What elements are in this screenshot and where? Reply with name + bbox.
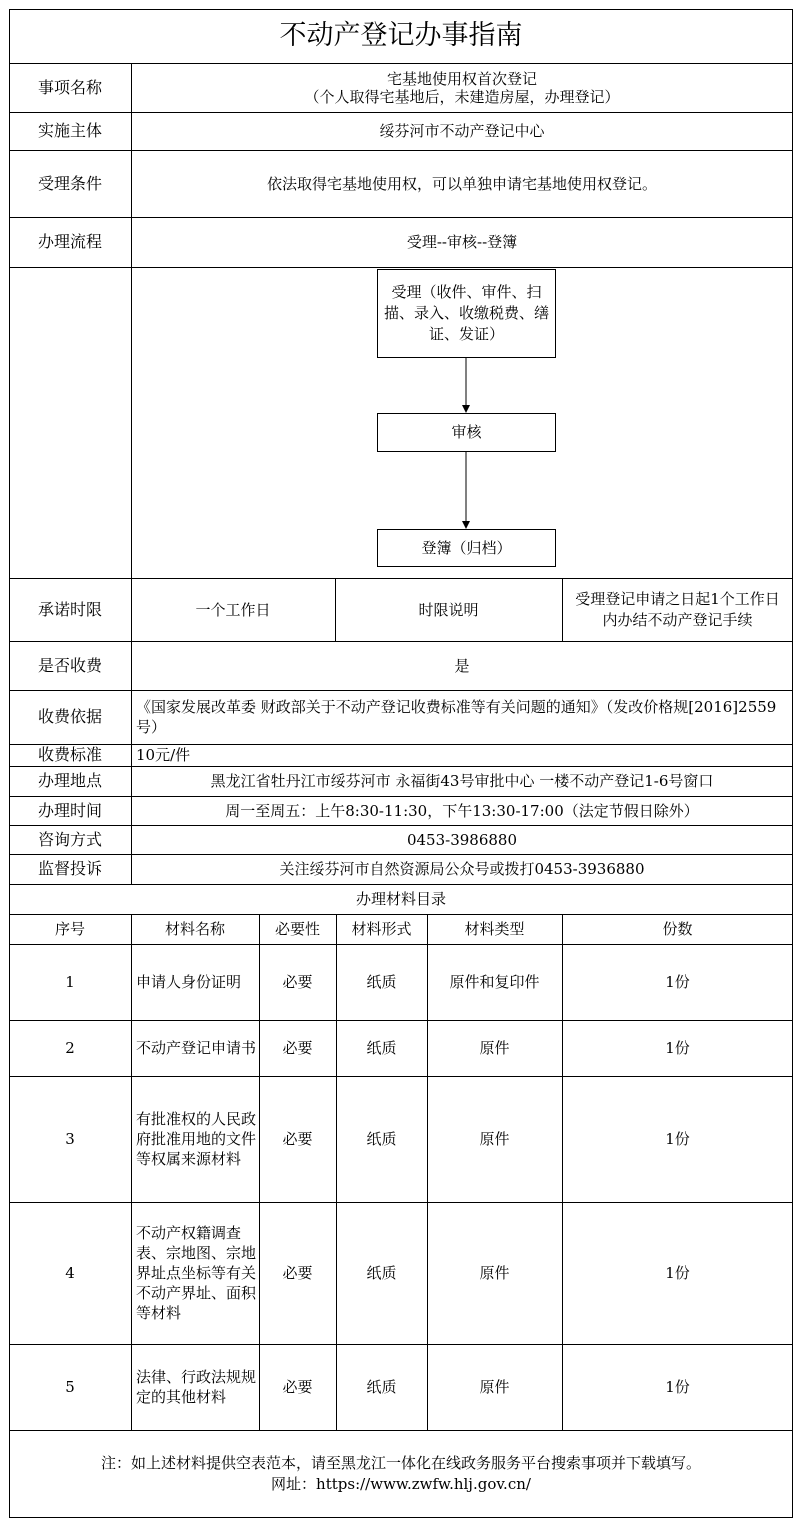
flow-arrow-2-head xyxy=(462,521,470,529)
col-header-form: 材料形式 xyxy=(351,920,412,938)
table-row-3-name: 有批准权的人民政府批准用地的文件等权属来源材料 xyxy=(136,1110,257,1168)
value-charge: 是 xyxy=(454,656,470,675)
value-fee-basis: 《国家发展改革委 财政部关于不动产登记收费标准等有关问题的通知》（发改价格规[2016]2559号） xyxy=(136,698,777,736)
value-hours: 周一至周五：上午8:30-11:30，下午13:30-17:00（法定节假日除外） xyxy=(225,801,699,820)
label-conditions: 受理条件 xyxy=(37,173,102,193)
flow-step-register: 登簿（归档） xyxy=(377,529,556,567)
table-row-1-type: 原件和复印件 xyxy=(449,973,540,991)
table-row-5-name: 法律、行政法规规定的其他材料 xyxy=(136,1368,257,1406)
col-header-required: 必要性 xyxy=(274,920,320,938)
col-header-type: 材料类型 xyxy=(464,920,525,938)
col-header-copies: 份数 xyxy=(662,920,693,938)
table-row-4-seq: 4 xyxy=(65,1264,75,1282)
item-name-line1: 宅基地使用权首次登记 xyxy=(386,69,537,88)
value-time-limit: 一个工作日 xyxy=(195,600,271,619)
label-implementer: 实施主体 xyxy=(37,121,102,140)
value-implementer: 绥芬河市不动产登记中心 xyxy=(379,122,545,140)
value-location: 黑龙江省牡丹江市绥芬河市 永福街43号审批中心 一楼不动产登记1-6号窗口 xyxy=(210,772,714,790)
table-row-2-seq: 2 xyxy=(65,1039,75,1057)
materials-title: 办理材料目录 xyxy=(355,890,446,908)
table-row-1-required: 必要 xyxy=(282,973,313,991)
label-complaint: 监督投诉 xyxy=(37,859,102,878)
value-consult: 0453-3986880 xyxy=(406,830,518,849)
table-row-1-copies: 1份 xyxy=(665,973,690,991)
label-hours: 办理时间 xyxy=(37,800,102,820)
table-row-2-form: 纸质 xyxy=(366,1039,397,1057)
value-fee-standard: 10元/件 xyxy=(136,746,191,764)
table-row-3-form: 纸质 xyxy=(366,1130,397,1148)
table-row-2-type: 原件 xyxy=(479,1039,510,1057)
label-consult: 咨询方式 xyxy=(37,829,102,849)
value-conditions: 依法取得宅基地使用权，可以单独申请宅基地使用权登记。 xyxy=(266,174,657,193)
table-row-5-seq: 5 xyxy=(65,1378,75,1396)
label-item-name: 事项名称 xyxy=(37,77,102,97)
footer-note-text: 注：如上述材料提供空表范本，请至黑龙江一体化在线政务服务平台搜索事项并下载填写。 xyxy=(100,1454,701,1472)
table-row-3-copies: 1份 xyxy=(665,1130,690,1148)
col-header-seq: 序号 xyxy=(54,920,85,938)
table-row-4-required: 必要 xyxy=(282,1264,313,1282)
table-row-1-form: 纸质 xyxy=(366,973,397,991)
table-row-1-seq: 1 xyxy=(65,973,75,991)
table-row-2-copies: 1份 xyxy=(665,1039,690,1057)
table-row-1-name: 申请人身份证明 xyxy=(136,973,242,991)
table-row-5-form: 纸质 xyxy=(366,1378,397,1396)
footer-note xyxy=(9,1430,793,1518)
table-row-5-required: 必要 xyxy=(282,1378,313,1396)
flow-step-accept: 受理（收件、审件、扫描、录入、收缴税费、缮证、发证） xyxy=(377,269,556,358)
flow-step-review: 审核 xyxy=(377,413,556,452)
table-row-4-form: 纸质 xyxy=(366,1264,397,1282)
label-process: 办理流程 xyxy=(37,232,102,251)
footer-website[interactable]: 网址：https://www.zwfw.hlj.gov.cn/ xyxy=(271,1475,531,1493)
table-row-5-type: 原件 xyxy=(479,1378,510,1396)
table-row-4-copies: 1份 xyxy=(665,1264,690,1282)
label-fee-basis: 收费依据 xyxy=(37,707,102,726)
flow-arrow-1-head xyxy=(462,405,470,413)
table-row-3-seq: 3 xyxy=(65,1130,75,1148)
time-limit-note: 受理登记申请之日起1个工作日内办结不动产登记手续 xyxy=(575,589,780,629)
table-row-3-type: 原件 xyxy=(479,1130,510,1148)
label-time-limit: 承诺时限 xyxy=(37,599,102,619)
table-row-2-required: 必要 xyxy=(282,1039,313,1057)
table-row-5-copies: 1份 xyxy=(665,1378,690,1396)
label-location: 办理地点 xyxy=(37,771,102,790)
item-name-line2: （个人取得宅基地后，未建造房屋，办理登记） xyxy=(304,87,620,106)
table-row-4-type: 原件 xyxy=(479,1264,510,1282)
col-header-name: 材料名称 xyxy=(164,920,225,938)
label-fee-standard: 收费标准 xyxy=(37,745,102,764)
label-charge: 是否收费 xyxy=(37,655,102,675)
page-title: 不动产登记办事指南 xyxy=(279,20,523,51)
table-row-3-required: 必要 xyxy=(282,1130,313,1148)
value-complaint: 关注绥芬河市自然资源局公众号或拨打0453-3936880 xyxy=(279,860,645,878)
table-row-4-name: 不动产权籍调查表、宗地图、宗地界址点坐标等有关不动产界址、面积等材料 xyxy=(136,1224,257,1322)
value-process: 受理--审核--登簿 xyxy=(406,233,518,251)
table-row-2-name: 不动产登记申请书 xyxy=(136,1039,257,1057)
time-limit-label: 时限说明 xyxy=(418,600,479,619)
